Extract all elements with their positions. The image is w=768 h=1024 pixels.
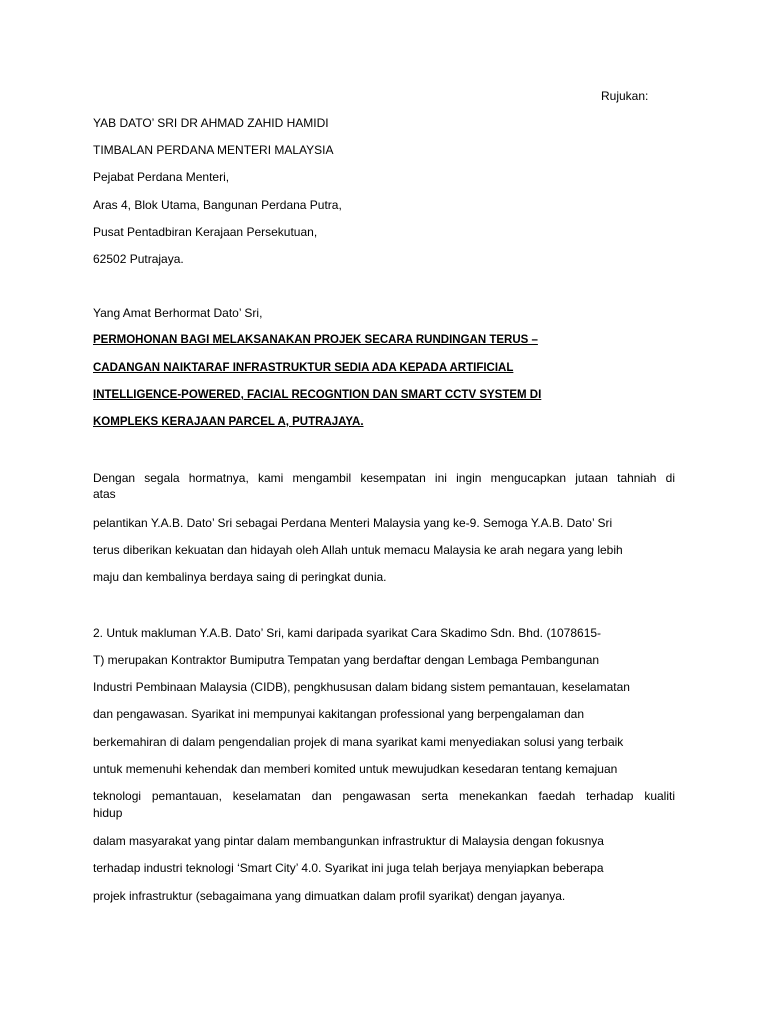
subject-line-1: PERMOHONAN BAGI MELAKSANAKAN PROJEK SECARA RUNDINGAN TERUS – [93,334,538,346]
paragraph1-line-1: Dengan segala hormatnya, kami mengambil kesempatan ini ingin mengucapkan jutaan tahniah di [93,471,675,485]
recipient-title: TIMBALAN PERDANA MENTERI MALAYSIA [93,143,334,157]
paragraph2-line-7: teknologi pemantauan, keselamatan dan pengawasan serta menekankan faedah terhadap kualiti [93,789,675,803]
address-line-3: Pusat Pentadbiran Kerajaan Persekutuan, [93,225,318,239]
recipient-name: YAB DATO’ SRI DR AHMAD ZAHID HAMIDI [93,116,329,130]
subject-line-4: KOMPLEKS KERAJAAN PARCEL A, PUTRAJAYA. [93,416,364,428]
paragraph2-line-3: Industri Pembinaan Malaysia (CIDB), pengkhususan dalam bidang sistem pemantauan, keselamatan [93,680,630,694]
paragraph2-line-11: projek infrastruktur (sebagaimana yang dimuatkan dalam profil syarikat) dengan jayanya. [93,889,566,903]
paragraph1-line-4: terus diberikan kekuatan dan hidayah oleh Allah untuk memacu Malaysia ke arah negara yang lebih [93,543,623,557]
paragraph1-line-5: maju dan kembalinya berdaya saing di peringkat dunia. [93,570,387,584]
paragraph2-line-4: dan pengawasan. Syarikat ini mempunyai kakitangan professional yang berpengalaman dan [93,707,584,721]
salutation: Yang Amat Berhormat Dato’ Sri, [93,306,263,320]
paragraph2-line-6: untuk memenuhi kehendak dan memberi komited untuk mewujudkan kesedaran tentang kemajuan [93,762,618,776]
address-line-1: Pejabat Perdana Menteri, [93,170,230,184]
paragraph2-line-2: T) merupakan Kontraktor Bumiputra Tempatan yang berdaftar dengan Lembaga Pembangunan [93,653,600,667]
paragraph2-line-5: berkemahiran di dalam pengendalian projek di mana syarikat kami menyediakan solusi yang terbaik [93,735,624,749]
paragraph2-line-1: 2. Untuk makluman Y.A.B. Dato’ Sri, kami daripada syarikat Cara Skadimo Sdn. Bhd. (1078615- [93,626,602,640]
paragraph2-line-9: dalam masyarakat yang pintar dalam membangunkan infrastruktur di Malaysia dengan fokusnya [93,834,604,848]
paragraph1-line-3: pelantikan Y.A.B. Dato’ Sri sebagai Perdana Menteri Malaysia yang ke-9. Semoga Y.A.B. Dato’ Sri [93,516,613,530]
address-line-2: Aras 4, Blok Utama, Bangunan Perdana Putra, [93,198,342,212]
paragraph2-line-8: hidup [93,806,123,820]
subject-line-3: INTELLIGENCE-POWERED, FACIAL RECOGNTION DAN SMART CCTV SYSTEM DI [93,389,542,401]
subject-line-2: CADANGAN NAIKTARAF INFRASTRUKTUR SEDIA ADA KEPADA ARTIFICIAL [93,362,514,374]
reference-label: Rujukan: [601,89,649,103]
paragraph2-line-10: terhadap industri teknologi ‘Smart City’ 4.0. Syarikat ini juga telah berjaya menyiapkan beberapa [93,861,604,875]
address-line-4: 62502 Putrajaya. [93,252,184,266]
paragraph1-line-2: atas [93,487,116,501]
